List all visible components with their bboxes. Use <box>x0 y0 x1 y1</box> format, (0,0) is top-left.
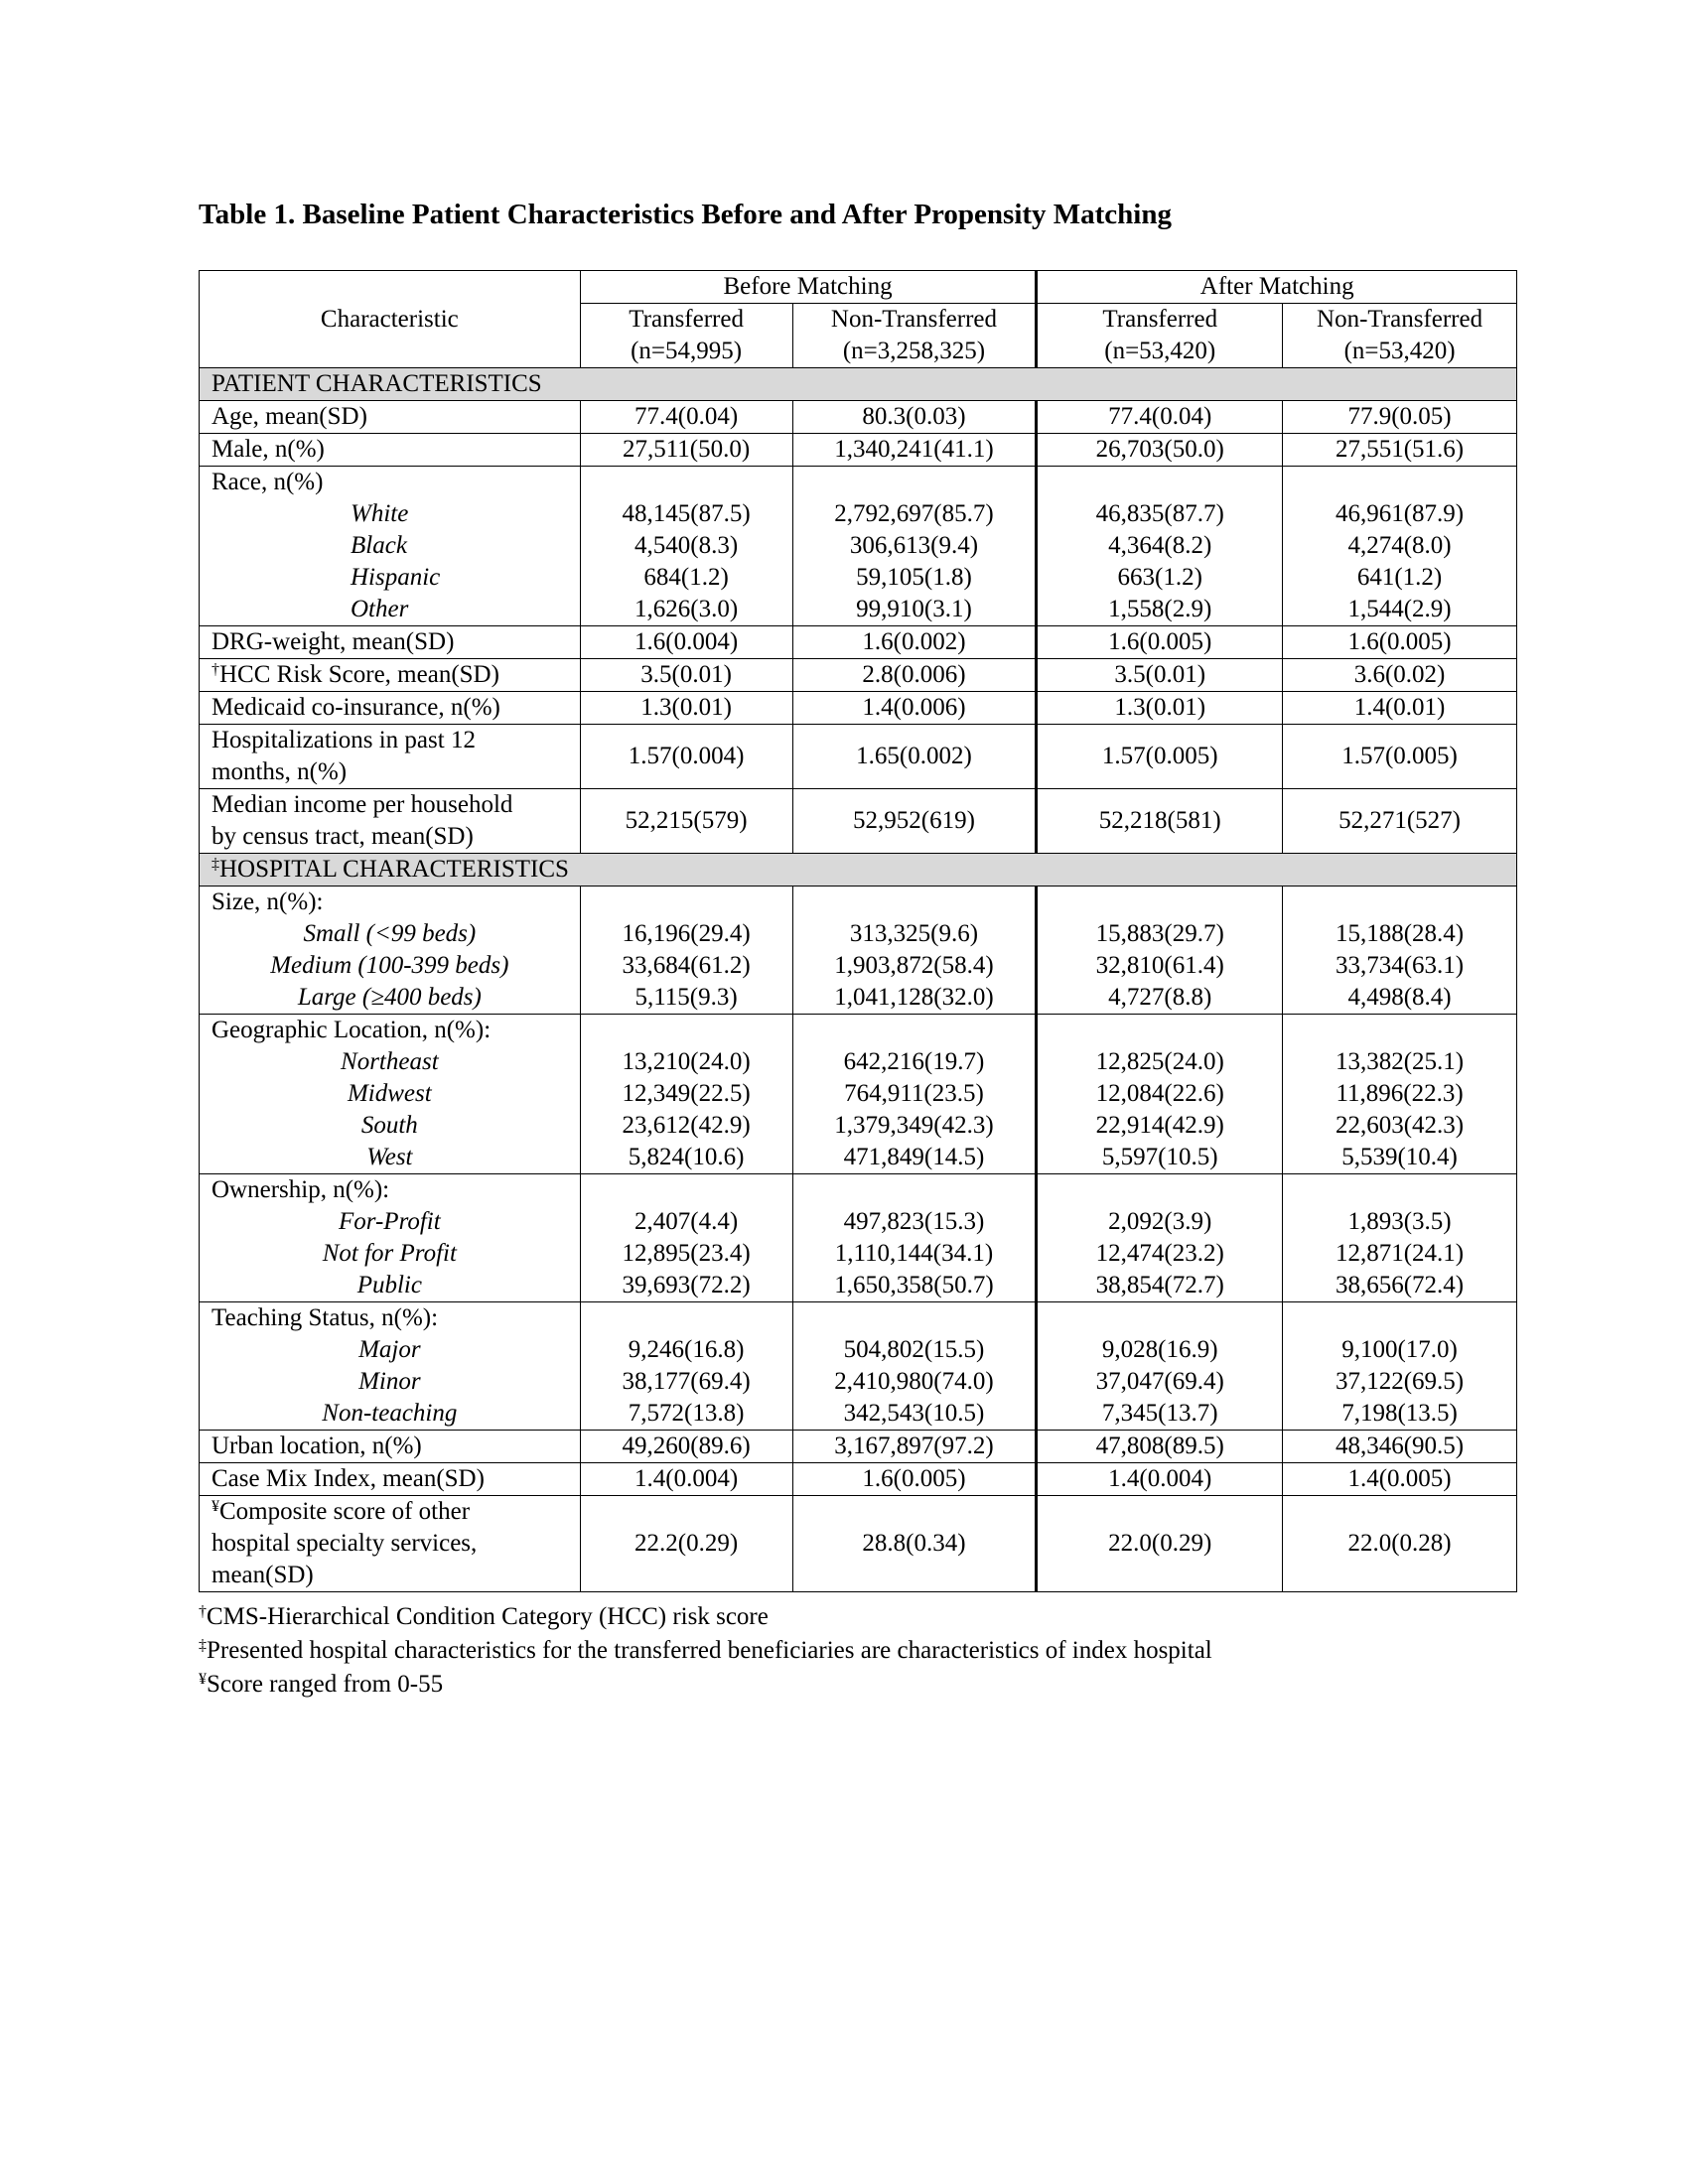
row-label: Size, n(%): Small (<99 beds) Medium (100-399 beds) Large (≥400 beds) <box>200 887 581 1015</box>
table-row <box>200 401 1517 434</box>
row-label: Case Mix Index, mean(SD) <box>200 1463 581 1496</box>
table-row <box>200 692 1517 725</box>
table-title: Table 1. Baseline Patient Characteristics Before and After Propensity Matching <box>199 199 1172 230</box>
cell: 1.4(0.01) <box>1283 692 1517 725</box>
cell: 2.8(0.006) <box>792 659 1037 692</box>
yen-mark: ¥ <box>211 1498 219 1515</box>
table-row <box>200 1302 1517 1431</box>
cell: 46,961(87.9) 4,274(8.0) 641(1.2) 1,544(2.9) <box>1283 467 1517 626</box>
cell: 12,825(24.0) 12,084(22.6) 22,914(42.9) 5,597(10.5) <box>1037 1015 1283 1174</box>
cell: 1.6(0.002) <box>792 626 1037 659</box>
cell: 2,092(3.9) 12,474(23.2) 38,854(72.7) <box>1037 1174 1283 1302</box>
cell: 9,246(16.8) 38,177(69.4) 7,572(13.8) <box>580 1302 792 1431</box>
cell: 1.65(0.002) <box>792 725 1037 789</box>
header-col: Non-Transferred (n=53,420) <box>1283 304 1517 368</box>
cell: 13,210(24.0) 12,349(22.5) 23,612(42.9) 5,824(10.6) <box>580 1015 792 1174</box>
table-row <box>200 725 1517 789</box>
section-patient: PATIENT CHARACTERISTICS <box>200 368 1517 401</box>
cell: 46,835(87.7) 4,364(8.2) 663(1.2) 1,558(2.9) <box>1037 467 1283 626</box>
cell: 1.6(0.005) <box>792 1463 1037 1496</box>
cell: 313,325(9.6) 1,903,872(58.4) 1,041,128(32.0) <box>792 887 1037 1015</box>
cell: 3.6(0.02) <box>1283 659 1517 692</box>
table-row <box>200 1174 1517 1302</box>
cell: 1.4(0.006) <box>792 692 1037 725</box>
cell: 1.3(0.01) <box>1037 692 1283 725</box>
cell: 22.0(0.28) <box>1283 1496 1517 1592</box>
table-row <box>200 467 1517 626</box>
cell: 15,188(28.4) 33,734(63.1) 4,498(8.4) <box>1283 887 1517 1015</box>
row-label: Age, mean(SD) <box>200 401 581 434</box>
cell: 1.57(0.004) <box>580 725 792 789</box>
header-col: Transferred (n=54,995) <box>580 304 792 368</box>
cell: 52,952(619) <box>792 789 1037 854</box>
cell: 3.5(0.01) <box>1037 659 1283 692</box>
cell: 9,100(17.0) 37,122(69.5) 7,198(13.5) <box>1283 1302 1517 1431</box>
double-dagger-mark: ‡ <box>211 856 219 873</box>
section-row <box>200 368 1517 401</box>
header-col: Transferred (n=53,420) <box>1037 304 1283 368</box>
cell: 52,218(581) <box>1037 789 1283 854</box>
header-row-groups <box>200 271 1517 304</box>
header-characteristic: Characteristic <box>200 271 581 368</box>
cell: 1.57(0.005) <box>1037 725 1283 789</box>
table-row <box>200 1463 1517 1496</box>
row-label: Race, n(%) White Black Hispanic Other <box>200 467 581 626</box>
footnotes <box>199 1600 1212 1702</box>
cell: 1.3(0.01) <box>580 692 792 725</box>
section-hospital: ‡HOSPITAL CHARACTERISTICS <box>200 854 1517 887</box>
table-row <box>200 626 1517 659</box>
cell: 642,216(19.7) 764,911(23.5) 1,379,349(42.3) 471,849(14.5) <box>792 1015 1037 1174</box>
row-label: ¥Composite score of other hospital specialty services, mean(SD) <box>200 1496 581 1592</box>
cell: 9,028(16.9) 37,047(69.4) 7,345(13.7) <box>1037 1302 1283 1431</box>
cell: 16,196(29.4) 33,684(61.2) 5,115(9.3) <box>580 887 792 1015</box>
row-label: Urban location, n(%) <box>200 1431 581 1463</box>
footnote: ¥Score ranged from 0-55 <box>199 1671 444 1698</box>
cell: 1.6(0.005) <box>1283 626 1517 659</box>
cell: 27,551(51.6) <box>1283 434 1517 467</box>
row-label: DRG-weight, mean(SD) <box>200 626 581 659</box>
section-row <box>200 854 1517 887</box>
row-label: Ownership, n(%): For-Profit Not for Profit Public <box>200 1174 581 1302</box>
header-before-matching: Before Matching <box>580 271 1037 304</box>
footnote: †CMS-Hierarchical Condition Category (HCC) risk score <box>199 1603 769 1630</box>
table-row <box>200 789 1517 854</box>
table-row <box>200 1496 1517 1592</box>
cell: 48,145(87.5) 4,540(8.3) 684(1.2) 1,626(3.0) <box>580 467 792 626</box>
table-row <box>200 887 1517 1015</box>
header-after-matching: After Matching <box>1037 271 1517 304</box>
cell: 47,808(89.5) <box>1037 1431 1283 1463</box>
cell: 77.4(0.04) <box>1037 401 1283 434</box>
cell: 22.2(0.29) <box>580 1496 792 1592</box>
cell: 1.6(0.005) <box>1037 626 1283 659</box>
row-label: Geographic Location, n(%): Northeast Midwest South West <box>200 1015 581 1174</box>
table-row <box>200 659 1517 692</box>
cell: 15,883(29.7) 32,810(61.4) 4,727(8.8) <box>1037 887 1283 1015</box>
row-label: Teaching Status, n(%): Major Minor Non-teaching <box>200 1302 581 1431</box>
cell: 80.3(0.03) <box>792 401 1037 434</box>
cell: 1.4(0.004) <box>1037 1463 1283 1496</box>
row-label: Male, n(%) <box>200 434 581 467</box>
cell: 1.6(0.004) <box>580 626 792 659</box>
cell: 3.5(0.01) <box>580 659 792 692</box>
footnote: ‡Presented hospital characteristics for the transferred beneficiaries are characteristics of index hospital <box>199 1637 1212 1664</box>
cell: 77.4(0.04) <box>580 401 792 434</box>
table-row <box>200 1015 1517 1174</box>
row-label: Medicaid co-insurance, n(%) <box>200 692 581 725</box>
cell: 13,382(25.1) 11,896(22.3) 22,603(42.3) 5,539(10.4) <box>1283 1015 1517 1174</box>
cell: 1.4(0.005) <box>1283 1463 1517 1496</box>
cell: 3,167,897(97.2) <box>792 1431 1037 1463</box>
cell: 1,340,241(41.1) <box>792 434 1037 467</box>
cell: 1.57(0.005) <box>1283 725 1517 789</box>
row-label: †HCC Risk Score, mean(SD) <box>200 659 581 692</box>
table-row <box>200 434 1517 467</box>
header-col: Non-Transferred (n=3,258,325) <box>792 304 1037 368</box>
cell: 1.4(0.004) <box>580 1463 792 1496</box>
baseline-characteristics-table <box>199 270 1517 1592</box>
table-row <box>200 1431 1517 1463</box>
cell: 26,703(50.0) <box>1037 434 1283 467</box>
cell: 52,215(579) <box>580 789 792 854</box>
row-label: Hospitalizations in past 12 months, n(%) <box>200 725 581 789</box>
cell: 2,792,697(85.7) 306,613(9.4) 59,105(1.8) 99,910(3.1) <box>792 467 1037 626</box>
dagger-mark: † <box>211 661 219 678</box>
cell: 497,823(15.3) 1,110,144(34.1) 1,650,358(50.7) <box>792 1174 1037 1302</box>
cell: 52,271(527) <box>1283 789 1517 854</box>
cell: 1,893(3.5) 12,871(24.1) 38,656(72.4) <box>1283 1174 1517 1302</box>
cell: 49,260(89.6) <box>580 1431 792 1463</box>
cell: 2,407(4.4) 12,895(23.4) 39,693(72.2) <box>580 1174 792 1302</box>
cell: 504,802(15.5) 2,410,980(74.0) 342,543(10.5) <box>792 1302 1037 1431</box>
cell: 22.0(0.29) <box>1037 1496 1283 1592</box>
cell: 28.8(0.34) <box>792 1496 1037 1592</box>
row-label: Median income per household by census tract, mean(SD) <box>200 789 581 854</box>
cell: 48,346(90.5) <box>1283 1431 1517 1463</box>
cell: 27,511(50.0) <box>580 434 792 467</box>
cell: 77.9(0.05) <box>1283 401 1517 434</box>
